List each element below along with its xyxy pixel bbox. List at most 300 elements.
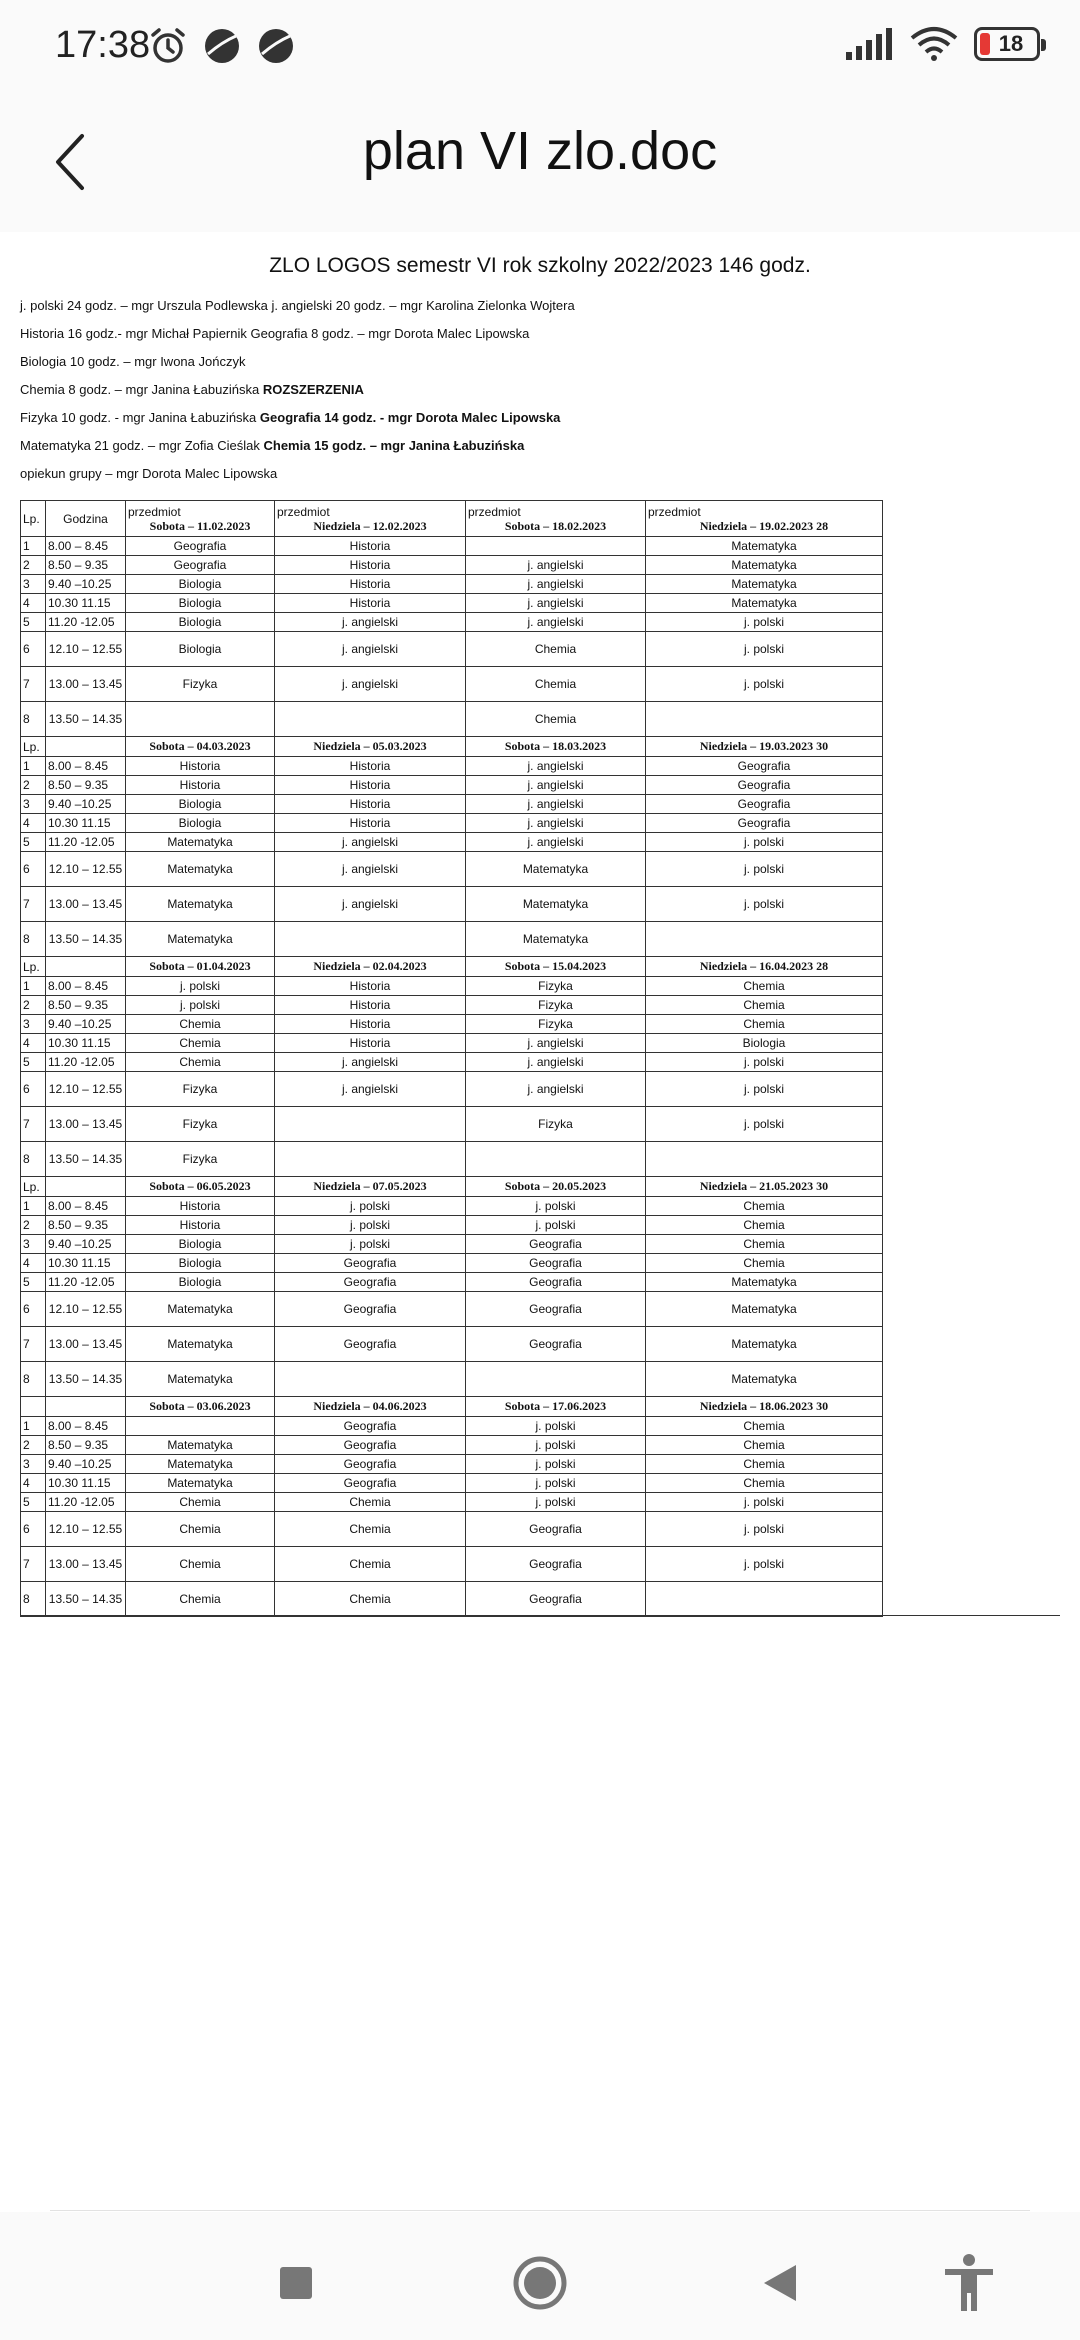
lesson-subject: Matematyka — [126, 887, 275, 922]
lesson-time: 8.00 – 8.45 — [46, 537, 126, 556]
lesson-subject: Historia — [275, 1034, 466, 1053]
lesson-number: 8 — [21, 1582, 46, 1617]
table-row — [21, 1582, 883, 1617]
table-row — [21, 702, 883, 737]
table-row — [21, 594, 883, 613]
table-row — [21, 1493, 883, 1512]
table-row — [21, 1362, 883, 1397]
lesson-time: 13.50 – 14.35 — [46, 1362, 126, 1397]
table-row — [21, 757, 883, 776]
lesson-subject: Historia — [275, 814, 466, 833]
table-row — [21, 852, 883, 887]
info-line — [20, 432, 1060, 460]
lesson-subject: Chemia — [466, 667, 646, 702]
lesson-subject: Chemia — [126, 1582, 275, 1617]
lesson-subject: j. polski — [275, 1197, 466, 1216]
header-lp: Lp. — [21, 1177, 46, 1197]
header-date: Niedziela – 21.05.2023 30 — [646, 1177, 883, 1197]
lesson-subject: Matematyka — [646, 1273, 883, 1292]
lesson-subject: Matematyka — [466, 852, 646, 887]
lesson-number: 4 — [21, 1254, 46, 1273]
lesson-time: 10.30 11.15 — [46, 594, 126, 613]
lesson-subject: Fizyka — [466, 996, 646, 1015]
lesson-number: 7 — [21, 1107, 46, 1142]
lesson-time: 13.50 – 14.35 — [46, 1582, 126, 1617]
lesson-subject: Geografia — [646, 757, 883, 776]
lesson-subject: Biologia — [126, 613, 275, 632]
header-date-cell — [646, 501, 883, 537]
lesson-subject: Matematyka — [126, 1436, 275, 1455]
document-view[interactable] — [20, 248, 1060, 1617]
lesson-subject: Geografia — [126, 556, 275, 575]
table-row — [21, 795, 883, 814]
lesson-subject: j. angielski — [466, 594, 646, 613]
header-godzina: Godzina — [46, 501, 126, 537]
lesson-subject: Chemia — [646, 1197, 883, 1216]
lesson-subject: Biologia — [646, 1034, 883, 1053]
app-header — [0, 92, 1080, 232]
info-line — [20, 320, 1060, 348]
lesson-number: 1 — [21, 977, 46, 996]
battery-level: 18 — [998, 31, 1024, 56]
lesson-number: 1 — [21, 1417, 46, 1436]
lesson-time: 13.50 – 14.35 — [46, 702, 126, 737]
table-row — [21, 887, 883, 922]
info-line — [20, 348, 1060, 376]
lesson-number: 2 — [21, 776, 46, 795]
lesson-subject: Matematyka — [466, 922, 646, 957]
document-end-divider — [20, 1615, 1060, 1616]
lesson-subject: j. polski — [126, 996, 275, 1015]
lesson-subject: j. polski — [646, 1107, 883, 1142]
lesson-subject: Chemia — [646, 996, 883, 1015]
lesson-time: 9.40 –10.25 — [46, 1235, 126, 1254]
lesson-subject: Fizyka — [466, 1015, 646, 1034]
table-row — [21, 1053, 883, 1072]
lesson-subject: Matematyka — [126, 922, 275, 957]
lesson-subject: j. polski — [466, 1216, 646, 1235]
lesson-subject: Geografia — [275, 1292, 466, 1327]
lesson-subject: j. polski — [466, 1493, 646, 1512]
document-heading: ZLO LOGOS semestr VI rok szkolny 2022/2023 146 godz. — [269, 254, 811, 277]
table-row — [21, 1107, 883, 1142]
lesson-subject: Matematyka — [646, 537, 883, 556]
lesson-number: 1 — [21, 1197, 46, 1216]
lesson-number: 8 — [21, 1142, 46, 1177]
lesson-subject: Fizyka — [126, 1107, 275, 1142]
lesson-time: 11.20 -12.05 — [46, 1273, 126, 1292]
lesson-subject: Historia — [126, 1216, 275, 1235]
lesson-number: 4 — [21, 1474, 46, 1493]
lesson-subject: j. angielski — [466, 556, 646, 575]
lesson-subject — [646, 1582, 883, 1617]
lesson-subject: Matematyka — [646, 575, 883, 594]
lesson-time: 11.20 -12.05 — [46, 833, 126, 852]
header-date: Niedziela – 02.04.2023 — [275, 957, 466, 977]
accessibility-icon — [943, 2253, 995, 2313]
header-date: Sobota – 04.03.2023 — [126, 737, 275, 757]
table-row — [21, 814, 883, 833]
header-date: Niedziela – 19.02.2023 28 — [699, 518, 829, 533]
lesson-time: 8.00 – 8.45 — [46, 1197, 126, 1216]
lesson-subject: Historia — [275, 757, 466, 776]
info-text: Biologia 10 godz. – mgr Iwona Jończyk — [20, 354, 246, 369]
lesson-subject: j. polski — [646, 613, 883, 632]
lesson-subject — [466, 1362, 646, 1397]
header-przedmiot: przedmiot — [648, 504, 701, 519]
table-row — [21, 537, 883, 556]
table-row — [21, 922, 883, 957]
lesson-subject: Chemia — [126, 1053, 275, 1072]
home-button[interactable] — [505, 2248, 575, 2318]
lesson-subject: Chemia — [646, 1417, 883, 1436]
lesson-subject: Matematyka — [126, 1362, 275, 1397]
lesson-subject: Chemia — [126, 1034, 275, 1053]
lesson-subject: Geografia — [275, 1417, 466, 1436]
lesson-subject: j. angielski — [466, 776, 646, 795]
lesson-number: 8 — [21, 702, 46, 737]
lesson-subject: j. angielski — [466, 757, 646, 776]
info-line — [20, 404, 1060, 432]
lesson-time: 13.00 – 13.45 — [46, 667, 126, 702]
wifi-icon — [910, 26, 958, 62]
lesson-number: 5 — [21, 833, 46, 852]
lesson-subject: Biologia — [126, 594, 275, 613]
nav-divider — [50, 2210, 1030, 2211]
lesson-number: 7 — [21, 887, 46, 922]
lesson-subject: Chemia — [466, 632, 646, 667]
lesson-subject: Biologia — [126, 814, 275, 833]
lesson-subject: Chemia — [466, 702, 646, 737]
lesson-subject: Geografia — [646, 814, 883, 833]
info-text-bold: Geografia 14 godz. - mgr Dorota Malec Lipowska — [259, 410, 561, 425]
info-text-bold: ROZSZERZENIA — [262, 382, 364, 397]
lesson-number: 4 — [21, 1034, 46, 1053]
table-row — [21, 996, 883, 1015]
lesson-subject: Historia — [275, 594, 466, 613]
info-text: opiekun grupy – mgr Dorota Malec Lipowska — [20, 466, 278, 481]
lesson-subject: Geografia — [126, 537, 275, 556]
lesson-time: 8.50 – 9.35 — [46, 1436, 126, 1455]
lesson-subject: Geografia — [466, 1547, 646, 1582]
table-row — [21, 1455, 883, 1474]
lesson-subject — [646, 702, 883, 737]
lesson-time: 9.40 –10.25 — [46, 1455, 126, 1474]
lesson-subject: Historia — [275, 977, 466, 996]
table-header-row — [21, 501, 883, 537]
info-text: Fizyka 10 godz. - mgr Janina Łabuzińska — [20, 410, 260, 425]
header-date: Sobota – 03.06.2023 — [126, 1397, 275, 1417]
lesson-subject: Chemia — [646, 1015, 883, 1034]
alarm-icon — [148, 26, 188, 66]
lesson-subject: j. angielski — [466, 814, 646, 833]
lesson-number: 8 — [21, 1362, 46, 1397]
info-text-bold: Chemia 15 godz. – mgr Janina Łabuzińska — [263, 438, 525, 453]
lesson-time: 12.10 – 12.55 — [46, 1512, 126, 1547]
lesson-subject: Geografia — [275, 1273, 466, 1292]
lesson-subject — [275, 922, 466, 957]
lesson-subject: Biologia — [126, 632, 275, 667]
lesson-subject: j. angielski — [275, 852, 466, 887]
table-row — [21, 1015, 883, 1034]
teacher-info — [20, 292, 1060, 488]
table-row — [21, 1072, 883, 1107]
lesson-subject: j. angielski — [275, 1072, 466, 1107]
table-header-row — [21, 957, 883, 977]
lesson-subject: Geografia — [466, 1582, 646, 1617]
lesson-number: 2 — [21, 996, 46, 1015]
lesson-subject: Geografia — [466, 1235, 646, 1254]
lesson-subject: Fizyka — [126, 1142, 275, 1177]
lesson-number: 6 — [21, 632, 46, 667]
table-row — [21, 1235, 883, 1254]
header-date: Sobota – 18.03.2023 — [466, 737, 646, 757]
header-date: Sobota – 17.06.2023 — [466, 1397, 646, 1417]
table-row — [21, 776, 883, 795]
lesson-subject: Geografia — [275, 1474, 466, 1493]
lesson-subject: Biologia — [126, 575, 275, 594]
lesson-subject: Biologia — [126, 1254, 275, 1273]
lesson-number: 6 — [21, 852, 46, 887]
lesson-subject — [275, 1142, 466, 1177]
header-date-cell — [466, 501, 646, 537]
app-icon — [256, 26, 296, 66]
lesson-subject: j. polski — [275, 1216, 466, 1235]
header-lp: Lp. — [21, 501, 46, 537]
lesson-subject: j. polski — [126, 977, 275, 996]
table-row — [21, 1273, 883, 1292]
signal-icon — [844, 26, 894, 62]
lesson-subject: j. polski — [646, 1512, 883, 1547]
lesson-subject: Geografia — [646, 776, 883, 795]
lesson-time: 10.30 11.15 — [46, 814, 126, 833]
lesson-subject: Geografia — [275, 1327, 466, 1362]
header-date: Sobota – 11.02.2023 — [149, 518, 251, 533]
lesson-number: 5 — [21, 1493, 46, 1512]
table-header-row — [21, 1177, 883, 1197]
lesson-subject: Historia — [275, 996, 466, 1015]
header-date: Niedziela – 16.04.2023 28 — [646, 957, 883, 977]
app-icon — [202, 26, 242, 66]
lesson-subject: j. angielski — [466, 1072, 646, 1107]
lesson-subject: Historia — [275, 556, 466, 575]
lesson-time: 8.00 – 8.45 — [46, 757, 126, 776]
lesson-time: 10.30 11.15 — [46, 1474, 126, 1493]
lesson-number: 3 — [21, 575, 46, 594]
lesson-subject: Chemia — [646, 1474, 883, 1493]
lesson-number: 5 — [21, 1273, 46, 1292]
header-date: Sobota – 01.04.2023 — [126, 957, 275, 977]
lesson-subject: Historia — [275, 1015, 466, 1034]
lesson-time: 12.10 – 12.55 — [46, 852, 126, 887]
lesson-subject: j. polski — [646, 1053, 883, 1072]
lesson-subject: j. polski — [646, 833, 883, 852]
lesson-subject: j. polski — [275, 1235, 466, 1254]
lesson-subject: Chemia — [126, 1512, 275, 1547]
lesson-time: 8.50 – 9.35 — [46, 776, 126, 795]
navigation-bar — [0, 2212, 1080, 2340]
info-text: Chemia 8 godz. – mgr Janina Łabuzińska — [20, 382, 263, 397]
lesson-subject: Geografia — [466, 1254, 646, 1273]
lesson-subject: j. angielski — [275, 632, 466, 667]
lesson-number: 7 — [21, 1547, 46, 1582]
table-row — [21, 575, 883, 594]
lesson-subject: Historia — [126, 776, 275, 795]
header-lp: Lp. — [21, 737, 46, 757]
lesson-subject: Matematyka — [466, 887, 646, 922]
lesson-number: 6 — [21, 1512, 46, 1547]
lesson-time: 9.40 –10.25 — [46, 575, 126, 594]
lesson-time: 10.30 11.15 — [46, 1254, 126, 1273]
back-triangle-icon — [760, 2263, 800, 2303]
lesson-time: 11.20 -12.05 — [46, 613, 126, 632]
lesson-subject: j. polski — [466, 1436, 646, 1455]
lesson-subject: j. angielski — [275, 1053, 466, 1072]
lesson-subject — [275, 1107, 466, 1142]
header-empty — [46, 1397, 126, 1417]
table-row — [21, 1292, 883, 1327]
info-text: Matematyka 21 godz. – mgr Zofia Cieślak — [20, 438, 264, 453]
lesson-subject: Geografia — [466, 1327, 646, 1362]
lesson-subject: Chemia — [646, 1254, 883, 1273]
lesson-number: 8 — [21, 922, 46, 957]
lesson-subject: j. angielski — [466, 575, 646, 594]
lesson-number: 3 — [21, 1015, 46, 1034]
table-row — [21, 1547, 883, 1582]
header-date: Niedziela – 19.03.2023 30 — [646, 737, 883, 757]
lesson-subject: Historia — [126, 1197, 275, 1216]
lesson-time: 13.00 – 13.45 — [46, 1327, 126, 1362]
lesson-subject — [126, 702, 275, 737]
lesson-time: 11.20 -12.05 — [46, 1493, 126, 1512]
header-empty — [46, 957, 126, 977]
lesson-subject: Biologia — [126, 1235, 275, 1254]
lesson-subject: Chemia — [275, 1547, 466, 1582]
header-przedmiot: przedmiot — [277, 504, 330, 519]
lesson-subject: Matematyka — [646, 556, 883, 575]
recents-button[interactable] — [261, 2248, 331, 2318]
lesson-subject: Geografia — [646, 795, 883, 814]
accessibility-button[interactable] — [934, 2248, 1004, 2318]
lesson-number: 6 — [21, 1292, 46, 1327]
lesson-subject: Geografia — [466, 1273, 646, 1292]
lesson-subject: Matematyka — [646, 1327, 883, 1362]
lesson-subject: Matematyka — [646, 1362, 883, 1397]
header-przedmiot: przedmiot — [468, 504, 521, 519]
lesson-subject: Fizyka — [466, 1107, 646, 1142]
lesson-subject: Fizyka — [126, 667, 275, 702]
lesson-number: 2 — [21, 1436, 46, 1455]
header-date: Niedziela – 05.03.2023 — [275, 737, 466, 757]
lesson-subject: j. polski — [646, 887, 883, 922]
lesson-subject: Matematyka — [126, 1292, 275, 1327]
lesson-subject: Chemia — [126, 1547, 275, 1582]
lesson-subject: j. polski — [646, 1072, 883, 1107]
lesson-number: 3 — [21, 1235, 46, 1254]
lesson-subject: Geografia — [275, 1436, 466, 1455]
lesson-subject — [126, 1417, 275, 1436]
lesson-subject: j. angielski — [466, 1053, 646, 1072]
lesson-number: 5 — [21, 613, 46, 632]
lesson-time: 8.00 – 8.45 — [46, 1417, 126, 1436]
table-row — [21, 1512, 883, 1547]
lesson-subject: Historia — [275, 537, 466, 556]
header-date: Sobota – 06.05.2023 — [126, 1177, 275, 1197]
lesson-number: 3 — [21, 1455, 46, 1474]
lesson-subject: Chemia — [275, 1582, 466, 1617]
lesson-subject: j. polski — [646, 632, 883, 667]
header-przedmiot: przedmiot — [128, 504, 181, 519]
battery-indicator — [974, 27, 1040, 61]
header-date: Niedziela – 04.06.2023 — [275, 1397, 466, 1417]
lesson-subject: Biologia — [126, 1273, 275, 1292]
info-line — [20, 292, 1060, 320]
header-empty — [46, 737, 126, 757]
header-date: Sobota – 18.02.2023 — [504, 518, 607, 533]
header-lp — [21, 1397, 46, 1417]
table-header-row — [21, 737, 883, 757]
header-date: Niedziela – 07.05.2023 — [275, 1177, 466, 1197]
home-circle-icon — [512, 2255, 568, 2311]
header-date: Sobota – 15.04.2023 — [466, 957, 646, 977]
header-date: Sobota – 20.05.2023 — [466, 1177, 646, 1197]
schedule-table — [20, 500, 883, 1617]
lesson-time: 8.50 – 9.35 — [46, 1216, 126, 1235]
lesson-subject: Chemia — [646, 1216, 883, 1235]
lesson-subject: j. angielski — [275, 613, 466, 632]
lesson-subject: Chemia — [126, 1493, 275, 1512]
info-text: Historia 16 godz.- mgr Michał Papiernik Geografia 8 godz. – mgr Dorota Malec Lipowska — [20, 326, 530, 341]
lesson-subject: j. polski — [646, 1493, 883, 1512]
lesson-time: 9.40 –10.25 — [46, 795, 126, 814]
lesson-subject: j. polski — [466, 1474, 646, 1493]
lesson-number: 4 — [21, 814, 46, 833]
table-row — [21, 1142, 883, 1177]
lesson-number: 1 — [21, 537, 46, 556]
lesson-time: 12.10 – 12.55 — [46, 632, 126, 667]
lesson-subject: Matematyka — [646, 594, 883, 613]
lesson-time: 13.50 – 14.35 — [46, 1142, 126, 1177]
lesson-subject: j. angielski — [275, 833, 466, 852]
header-date: Niedziela – 12.02.2023 — [313, 518, 427, 533]
lesson-number: 2 — [21, 1216, 46, 1235]
table-row — [21, 613, 883, 632]
lesson-subject — [466, 537, 646, 556]
table-row — [21, 1197, 883, 1216]
lesson-subject: j. angielski — [275, 667, 466, 702]
lesson-subject — [646, 1142, 883, 1177]
table-row — [21, 1327, 883, 1362]
table-header-row — [21, 1397, 883, 1417]
lesson-number: 7 — [21, 667, 46, 702]
lesson-subject: Matematyka — [126, 1474, 275, 1493]
table-row — [21, 667, 883, 702]
lesson-subject: Geografia — [275, 1455, 466, 1474]
lesson-number: 6 — [21, 1072, 46, 1107]
lesson-subject: Fizyka — [126, 1072, 275, 1107]
lesson-time: 11.20 -12.05 — [46, 1053, 126, 1072]
lesson-time: 8.00 – 8.45 — [46, 977, 126, 996]
lesson-subject: Chemia — [126, 1015, 275, 1034]
back-nav-button[interactable] — [745, 2248, 815, 2318]
lesson-subject: Historia — [275, 795, 466, 814]
status-bar — [0, 0, 1080, 92]
info-line — [20, 460, 1060, 488]
header-date: Niedziela – 18.06.2023 30 — [646, 1397, 883, 1417]
header-date-cell — [126, 501, 275, 537]
lesson-number: 2 — [21, 556, 46, 575]
lesson-time: 12.10 – 12.55 — [46, 1292, 126, 1327]
